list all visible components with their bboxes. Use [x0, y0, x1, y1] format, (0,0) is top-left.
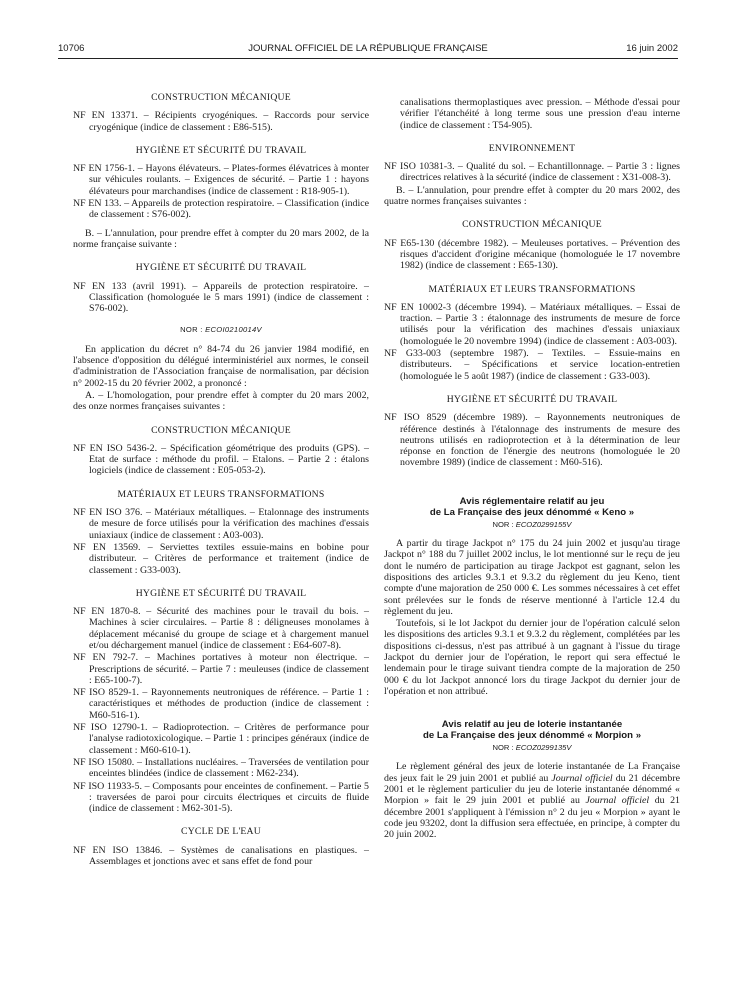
- morpion-text: Le règlement général des jeux de loterie instantanée de La Française des jeux fait le 29 juin 2001 et publié au: [384, 761, 680, 784]
- norm-entry: NF EN ISO 376. – Matériaux métalliques. – Etalonnage des instruments de mesure de force utilisés pour la vérification des machines d'essais uniaxiaux (indice de classement : A03-003).: [73, 507, 369, 541]
- norm-entry: NF EN 13371. – Récipients cryogéniques. – Raccords pour service cryogénique (indice de classement : E86-515).: [73, 110, 369, 133]
- nor-reference: [73, 324, 369, 335]
- annulation-paragraph: B. – L'annulation, pour prendre effet à compter du 20 mars 2002, de la norme française suivante :: [73, 227, 369, 250]
- section-heading: ENVIRONNEMENT: [488, 142, 576, 154]
- nor-code: ECOZ0299155V: [515, 519, 572, 529]
- morpion-notice-title: [384, 719, 680, 741]
- journal-officiel-ref: Journal officiel: [585, 795, 650, 807]
- left-column: [73, 92, 369, 868]
- norm-entry: NF EN 133 (avril 1991). – Appareils de protection respiratoire. – Classification (homologuée le 5 mars 1991) (indice de classement : S76-002).: [73, 280, 369, 315]
- section-heading: CYCLE DE L'EAU: [181, 826, 261, 838]
- norm-entry: NF EN ISO 5436-2. – Spécification géométrique des produits (GPS). – Etat de surface : méthode du profil. – Etalons. – Partie 2 : étalons logiciels (indice de classement : E05-053-2).: [73, 442, 369, 477]
- journal-title: JOURNAL OFFICIEL DE LA RÉPUBLIQUE FRANÇAISE: [248, 43, 488, 54]
- section-heading: MATÉRIAUX ET LEURS TRANSFORMATIONS: [428, 283, 636, 295]
- keno-title-line2: de La Française des jeux dénommé « Keno »: [429, 506, 635, 518]
- nor-code: ECOZ0299135V: [515, 743, 572, 753]
- section-heading: CONSTRUCTION MÉCANIQUE: [151, 424, 291, 436]
- morpion-nor-reference: [384, 742, 680, 753]
- norm-entry: NF EN ISO 13846. – Systèmes de canalisations en plastiques. – Assemblages et jonctions avec et sans effet de fond pour: [73, 844, 369, 868]
- decision-paragraph: En application du décret n° 84-74 du 26 janvier 1984 modifié, en l'absence d'opposition du délégué interministériel aux normes, le conseil d'administration de l'Association française de normalisation, par décision n° 2002-15 du 20 février 2002, a prononcé :: [73, 343, 369, 389]
- keno-paragraph: A partir du tirage Jackpot n° 175 du 24 juin 2002 et jusqu'au tirage Jackpot n° 188 du 7 juillet 2002 inclus, le lot mentionné sur le reçu de jeu dont le numéro de participation au tirage Jackpot est gagnant, selon les dispositions des articles 9.3.1 et 9.3.2 du règlement du jeu Keno, tient compte d'une majoration de 250 000 €. Les sommes nécessaires à cet effet sont prélevées sur le fonds de réserve mentionné à l'article 12.4 du règlement du jeu.: [384, 538, 680, 617]
- norm-entry: NF ISO 15080. – Installations nucléaires. – Traversées de ventilation pour enceintes blindées (indice de classement : M62-234).: [73, 756, 369, 780]
- header-rule: [58, 58, 678, 59]
- norm-entry-continued: canalisations thermoplastiques avec pression. – Méthode d'essai pour vérifier l'étanchéité à long terme sous une pression d'eau interne (indice de classement : T54-905).: [400, 97, 680, 131]
- norm-entry: NF EN 10002-3 (décembre 1994). – Matériaux métalliques. – Essai de traction. – Partie 3 : étalonnage des instruments de mesure de force utilisés pour la vérification des machines d'essais uniaxiaux (homologuée le 20 novembre 1994) (indice de classement : A03-003).: [384, 301, 680, 347]
- norm-entry: NF ISO 11933-5. – Composants pour enceintes de confinement. – Partie 5 : traversées de paroi pour circuits électriques et circuits de fluide (indice de classement : M62-301-5).: [73, 780, 369, 815]
- keno-nor-reference: [384, 519, 680, 530]
- section-heading: HYGIÈNE ET SÉCURITÉ DU TRAVAIL: [135, 262, 307, 274]
- section-heading: HYGIÈNE ET SÉCURITÉ DU TRAVAIL: [135, 587, 307, 599]
- norm-entry: NF ISO 12790-1. – Radioprotection. – Critères de performance pour l'analyse radiotoxicologique. – Partie 1 : principes généraux (indice de classement : M60-610-1).: [73, 722, 369, 756]
- keno-notice-title: [384, 496, 680, 518]
- nor-label: NOR :: [180, 325, 203, 335]
- norm-entry: NF ISO 10381-3. – Qualité du sol. – Echantillonnage. – Partie 3 : lignes directrices relatives à la sécurité (indice de classement : X31-008-3).: [384, 161, 680, 184]
- right-column: [384, 97, 680, 841]
- morpion-title-line2: de La Française des jeux dénommé « Morpion »: [422, 730, 642, 742]
- norm-entry: NF EN 13569. – Serviettes textiles essuie-mains en bobine pour distributeur. – Critères de performance et traitement (indice de classement : G33-003).: [73, 541, 369, 576]
- norm-entry: NF EN 792-7. – Machines portatives à moteur non électrique. – Prescriptions de sécurité. – Partie 7 : meuleuses (indice de classement : E65-100-7).: [73, 652, 369, 686]
- section-heading: CONSTRUCTION MÉCANIQUE: [151, 92, 291, 103]
- norm-entry: NF ISO 8529-1. – Rayonnements neutroniques de référence. – Partie 1 : caractéristiques et méthodes de production (indice de classement : M60-516-1).: [73, 687, 369, 721]
- norm-entry: NF G33-003 (septembre 1987). – Textiles. – Essuie-mains en distributeurs. – Spécifications et service location-entretien (homologuée le 5 août 1987) (indice de classement : G33-003).: [384, 348, 680, 382]
- nor-label: NOR :: [492, 519, 514, 529]
- page-number: 10706: [58, 43, 85, 54]
- section-heading: MATÉRIAUX ET LEURS TRANSFORMATIONS: [117, 488, 325, 500]
- section-heading: HYGIÈNE ET SÉCURITÉ DU TRAVAIL: [446, 393, 618, 405]
- norm-entry: NF ISO 8529 (décembre 1989). – Rayonnements neutroniques de référence destinés à l'étalonnage des instruments de mesure des neutrons utilisés en radioprotection et à la détermination de leur réponse en fonction de l'énergie des neutrons (homologuée le 20 novembre 1989) (indice de classement : M60-516).: [384, 412, 680, 469]
- norm-entry: NF EN 1870-8. – Sécurité des machines pour le travail du bois. – Machines à scier circulaires. – Partie 8 : déligneuses monolames à déplacement mécanisé du groupe de sciage et à chargement manuel et/ou déchargement manuel (indice de classement : E64-607-8).: [73, 606, 369, 651]
- keno-paragraph: Toutefois, si le lot Jackpot du dernier jour de l'opération calculé selon les dispositions des articles 9.3.1 et 9.3.2 du règlement, complétées par les dispositions ci-dessus, n'est pas attribué à un gagnant à l'issue du tirage Jackpot du dernier jour de l'opération, le report qui sera effectué le lendemain pour le tirage suivant tiendra compte de la majoration de 250 000 € du lot Jackpot annoncé lors du tirage Jackpot du dernier jour de l'opération et non attribué.: [384, 618, 680, 697]
- issue-date: 16 juin 2002: [626, 43, 678, 54]
- morpion-text: du 21 décembre 2001 s'appliquent à l'émission n° 2 du jeu « Morpion » ayant le code jeu 93202, dont la diffusion sera effectuée, en principe, à compter du 20 juin 2002.: [384, 795, 680, 841]
- keno-title-line1: Avis réglementaire relatif au jeu: [459, 495, 605, 507]
- morpion-text: du 21 décembre 2001 et le règlement particulier du jeu de loterie instantanée dénommé « Morpion » fait le 29 juin 2001 et publié au: [384, 772, 680, 807]
- page-header: [58, 43, 678, 57]
- morpion-paragraph: [384, 761, 680, 840]
- norm-entry: NF EN 133. – Appareils de protection respiratoire. – Classification (indice de classement : S76-002).: [73, 198, 369, 221]
- section-heading: HYGIÈNE ET SÉCURITÉ DU TRAVAIL: [135, 144, 307, 156]
- section-heading: CONSTRUCTION MÉCANIQUE: [462, 219, 602, 231]
- journal-officiel-ref: Journal officiel: [551, 772, 613, 784]
- norm-entry: NF E65-130 (décembre 1982). – Meuleuses portatives. – Prévention des risques d'accident d'origine mécanique (homologuée le 17 novembre 1982) (indice de classement : E65-130).: [384, 237, 680, 272]
- nor-label: NOR :: [492, 743, 514, 753]
- norm-entry: NF EN 1756-1. – Hayons élévateurs. – Plates-formes élévatrices à monter sur véhicules roulants. – Exigences de sécurité. – Partie 1 : hayons élévateurs pour marchandises (indice de classement : R18-905-1).: [73, 163, 369, 197]
- homologation-paragraph: A. – L'homologation, pour prendre effet à compter du 20 mars 2002, des onze normes françaises suivantes :: [73, 389, 369, 413]
- nor-code: ECOI0210014V: [205, 325, 262, 335]
- morpion-title-line1: Avis relatif au jeu de loterie instantanée: [441, 719, 623, 731]
- annulation-paragraph: B. – L'annulation, pour prendre effet à compter du 20 mars 2002, des quatre normes françaises suivantes :: [384, 184, 680, 208]
